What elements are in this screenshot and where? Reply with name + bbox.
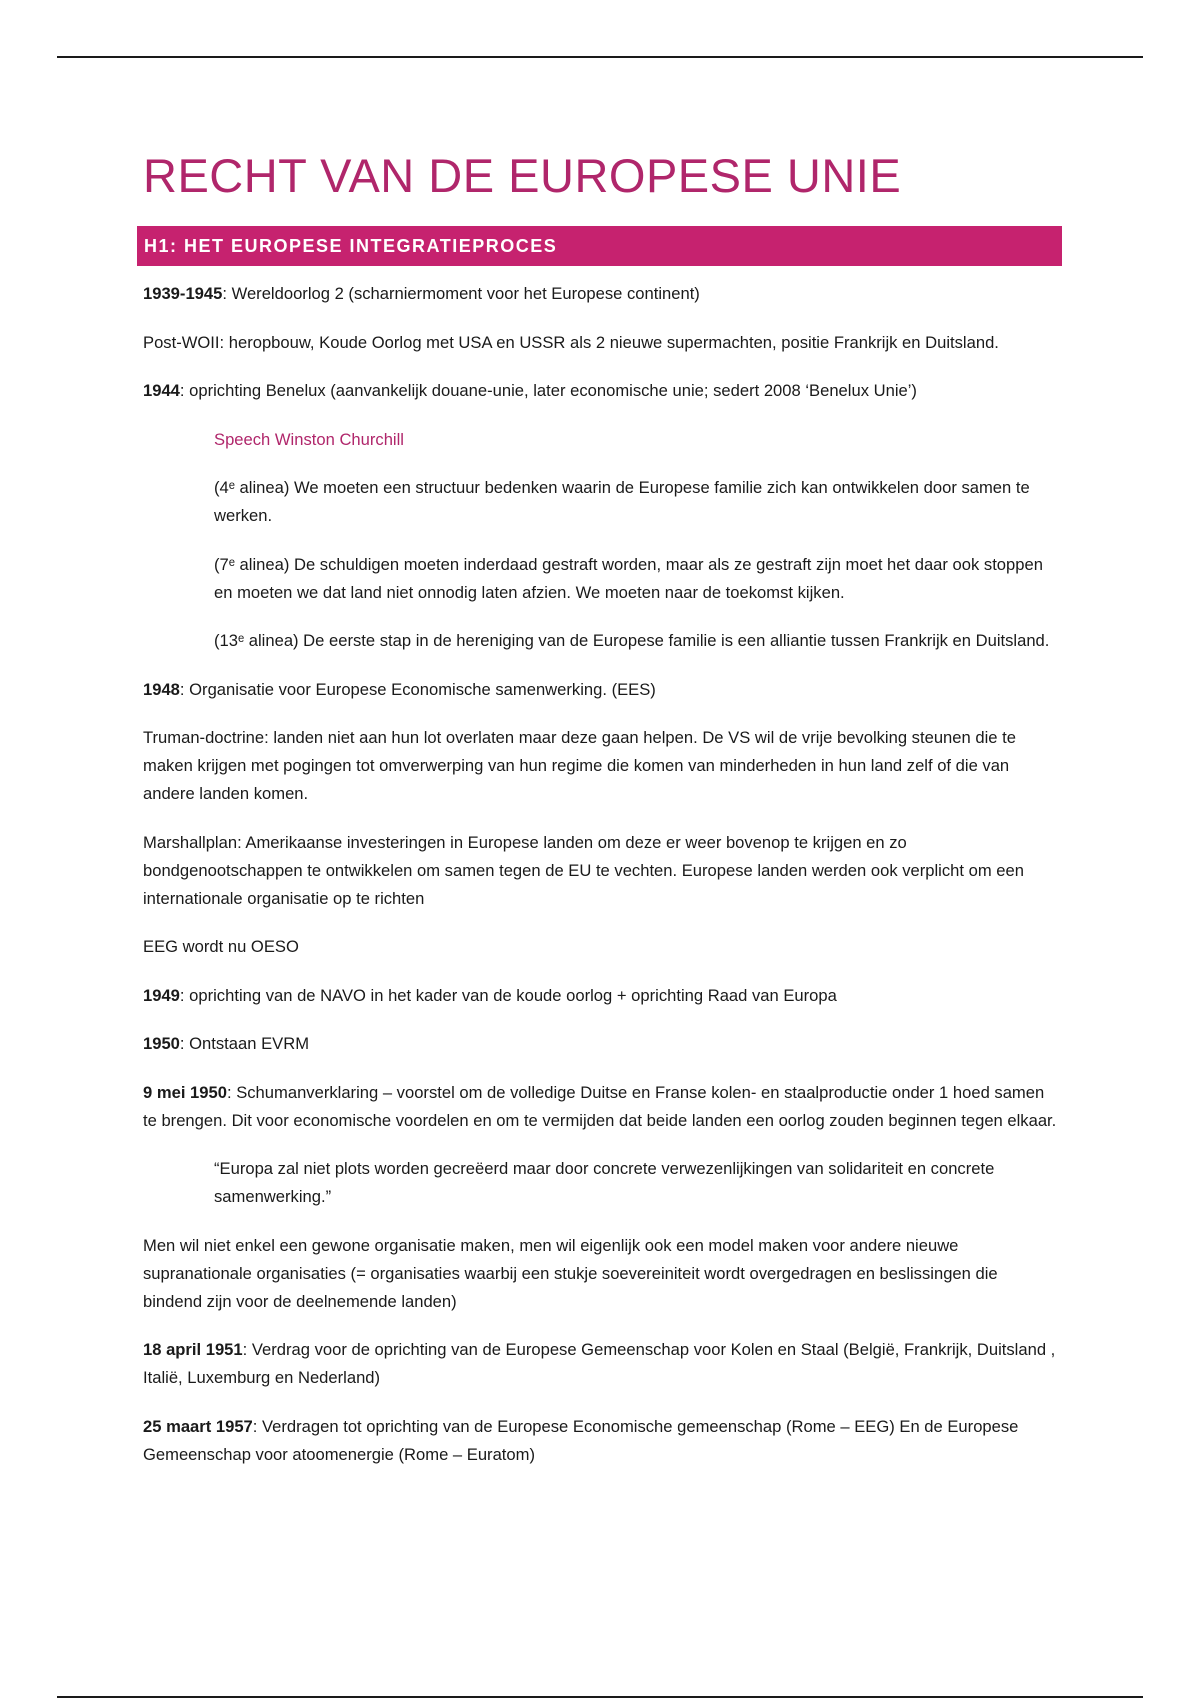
- paragraph-1939: [143, 280, 1058, 308]
- top-rule: [57, 56, 1143, 58]
- paragraph-1949: [143, 982, 1058, 1010]
- bottom-rule: [57, 1696, 1143, 1698]
- paragraph-1948: [143, 676, 1058, 704]
- subheading-text: Speech Winston Churchill: [214, 429, 404, 449]
- paragraph-text: EEG wordt nu OESO: [143, 937, 299, 956]
- date-label: 25 maart 1957: [143, 1416, 253, 1436]
- paragraph-text: : Wereldoorlog 2 (scharniermoment voor het Europese continent): [222, 284, 700, 303]
- date-label: 1950: [143, 1034, 180, 1053]
- paragraph-9-mei-1950: [143, 1079, 1058, 1135]
- date-label: 1948: [143, 679, 180, 699]
- paragraph-post-woii: [143, 329, 1058, 357]
- paragraph-supranational: [143, 1232, 1058, 1316]
- paragraph-text: (4ᵉ alinea) We moeten een structuur bedenken waarin de Europese familie zich kan ontwikkelen door samen te werken.: [214, 478, 1030, 525]
- paragraph-churchill-13: [214, 627, 1058, 655]
- section-heading: H1: HET EUROPESE INTEGRATIEPROCES: [137, 226, 1062, 266]
- paragraph-truman: [143, 724, 1058, 808]
- date-label: 1944: [143, 381, 180, 400]
- paragraph-25-maart-1957: [143, 1413, 1058, 1469]
- paragraph-text: : Schumanverklaring – voorstel om de volledige Duitse en Franse kolen- en staalproductie onder 1 hoed samen te brengen. Dit voor economische voordelen en om te vermijden dat beide landen een oorlog zouden beginnen tegen elkaar.: [143, 1082, 1057, 1130]
- paragraph-text: : Ontstaan EVRM: [179, 1034, 310, 1053]
- paragraph-quote: [214, 1155, 1058, 1211]
- paragraph-1944: [143, 377, 1058, 405]
- date-label: 1939-1945: [143, 284, 223, 303]
- quote-text: “Europa zal niet plots worden gecreëerd maar door concrete verwezenlijkingen van solidariteit en concrete samenwerking.”: [214, 1159, 995, 1206]
- paragraph-text: (13ᵉ alinea) De eerste stap in de hereniging van de Europese familie is een alliantie tussen Frankrijk en Duitsland.: [214, 631, 1050, 650]
- document-body: [143, 280, 1058, 1489]
- paragraph-text: Marshallplan: Amerikaanse investeringen in Europese landen om deze er weer bovenop te krijgen en zo bondgenootschappen te ontwikkelen om samen tegen de EU te vechten. Europese landen werden ook verplicht om een internationale organisatie op te richten: [143, 832, 1024, 908]
- paragraph-text: : oprichting van de NAVO in het kader van de koude oorlog + oprichting Raad van Europa: [179, 985, 837, 1005]
- subheading-churchill-speech: [214, 426, 1058, 454]
- paragraph-text: Men wil niet enkel een gewone organisatie maken, men wil eigenlijk ook een model maken voor andere nieuwe supranationale organisaties (= organisaties waarbij een stukje soevereiniteit wordt overgedragen en beslissingen die bindend zijn voor de deelnemende landen): [143, 1235, 998, 1311]
- paragraph-1950: [143, 1030, 1058, 1058]
- paragraph-text: : Verdrag voor de oprichting van de Europese Gemeenschap voor Kolen en Staal (België, Frankrijk, Duitsland , Italië, Luxemburg en Nederland): [143, 1340, 1056, 1387]
- date-label: 1949: [143, 985, 180, 1005]
- document-title: RECHT VAN DE EUROPESE UNIE: [143, 149, 902, 202]
- paragraph-oeso: [143, 933, 1058, 961]
- paragraph-text: : Verdragen tot oprichting van de Europese Economische gemeenschap (Rome – EEG) En de Europese Gemeenschap voor atoomenergie (Rome – Euratom): [143, 1416, 1019, 1464]
- date-label: 9 mei 1950: [143, 1082, 227, 1102]
- paragraph-text: : Organisatie voor Europese Economische samenwerking. (EES): [179, 679, 656, 699]
- paragraph-churchill-7: [214, 551, 1058, 607]
- paragraph-marshall: [143, 829, 1058, 913]
- paragraph-churchill-4: [214, 474, 1058, 530]
- paragraph-text: (7ᵉ alinea) De schuldigen moeten inderdaad gestraft worden, maar als ze gestraft zijn moet het daar ook stoppen en moeten we dat land niet onnodig laten afzien. We moeten naar de toekomst kijken.: [214, 554, 1043, 602]
- paragraph-text: : oprichting Benelux (aanvankelijk douane-unie, later economische unie; sedert 2008 ‘Benelux Unie’): [179, 381, 917, 400]
- paragraph-text: Truman-doctrine: landen niet aan hun lot overlaten maar deze gaan helpen. De VS wil de vrije bevolking steunen die te maken krijgen met pogingen tot omverwerping van hun regime die komen van minderheden in hun land zelf of die van andere landen komen.: [143, 728, 1016, 803]
- date-label: 18 april 1951: [143, 1340, 243, 1359]
- paragraph-text: Post-WOII: heropbouw, Koude Oorlog met USA en USSR als 2 nieuwe supermachten, positie Frankrijk en Duitsland.: [143, 332, 999, 352]
- paragraph-18-april-1951: [143, 1336, 1058, 1392]
